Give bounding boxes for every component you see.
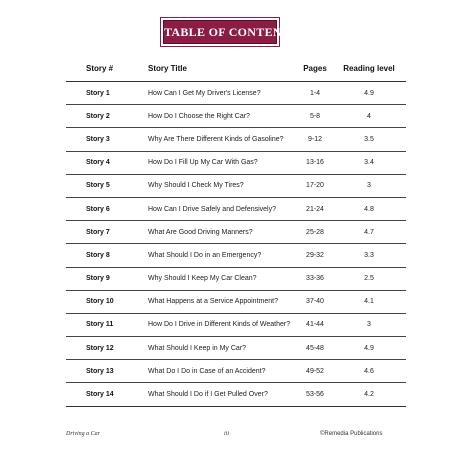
reading-level-cell: 4	[332, 105, 406, 128]
story-number-cell: Story 14	[66, 383, 148, 406]
pages-cell: 45-48	[298, 337, 332, 360]
table-row	[66, 290, 406, 313]
footer-publisher: ©Remedia Publications	[320, 431, 383, 437]
reading-level-cell: 3.4	[332, 151, 406, 174]
story-number-cell: Story 13	[66, 360, 148, 383]
story-number-cell: Story 9	[66, 267, 148, 290]
story-title-cell: What Should I Do in an Emergency?	[148, 244, 298, 267]
footer-page-number: iii	[224, 431, 230, 437]
reading-level-cell: 3	[332, 174, 406, 197]
story-title-cell: What Are Good Driving Manners?	[148, 221, 298, 244]
reading-level-cell: 4.9	[332, 337, 406, 360]
reading-level-cell: 4.2	[332, 383, 406, 406]
table-row	[66, 221, 406, 244]
story-number-cell: Story 1	[66, 82, 148, 105]
pages-cell: 53-56	[298, 383, 332, 406]
pages-cell: 25-28	[298, 221, 332, 244]
reading-level-cell: 3.5	[332, 128, 406, 151]
story-title-cell: Why Should I Keep My Car Clean?	[148, 267, 298, 290]
table-row	[66, 337, 406, 360]
pages-cell: 21-24	[298, 197, 332, 220]
pages-cell: 33-36	[298, 267, 332, 290]
story-title-cell: Why Are There Different Kinds of Gasoline?	[148, 128, 298, 151]
table-row	[66, 151, 406, 174]
story-title-cell: What Do I Do in Case of an Accident?	[148, 360, 298, 383]
header-story-title: Story Title	[148, 55, 298, 82]
table-row	[66, 360, 406, 383]
story-title-cell: How Do I Fill Up My Car With Gas?	[148, 151, 298, 174]
story-number-cell: Story 7	[66, 221, 148, 244]
reading-level-cell: 4.6	[332, 360, 406, 383]
story-number-cell: Story 8	[66, 244, 148, 267]
story-number-cell: Story 2	[66, 105, 148, 128]
header-pages: Pages	[298, 55, 332, 82]
story-number-cell: Story 6	[66, 197, 148, 220]
story-title-cell: How Do I Drive in Different Kinds of Weather?	[148, 313, 298, 336]
pages-cell: 49-52	[298, 360, 332, 383]
reading-level-cell: 3	[332, 313, 406, 336]
pages-cell: 17-20	[298, 174, 332, 197]
story-title-cell: What Should I Keep in My Car?	[148, 337, 298, 360]
story-title-cell: How Can I Drive Safely and Defensively?	[148, 197, 298, 220]
pages-cell: 41-44	[298, 313, 332, 336]
table-of-contents	[66, 55, 406, 407]
table-row	[66, 82, 406, 105]
reading-level-cell: 4.7	[332, 221, 406, 244]
table-row	[66, 197, 406, 220]
pages-cell: 37-40	[298, 290, 332, 313]
pages-cell: 13-16	[298, 151, 332, 174]
story-title-cell: What Should I Do if I Get Pulled Over?	[148, 383, 298, 406]
story-number-cell: Story 4	[66, 151, 148, 174]
table-row	[66, 267, 406, 290]
table-header-row	[66, 55, 406, 82]
table-row	[66, 244, 406, 267]
story-number-cell: Story 10	[66, 290, 148, 313]
table-row	[66, 174, 406, 197]
reading-level-cell: 4.8	[332, 197, 406, 220]
pages-cell: 9-12	[298, 128, 332, 151]
page-title: TABLE OF CONTENT	[163, 20, 277, 44]
table-row	[66, 313, 406, 336]
header-reading-level: Reading level	[332, 55, 406, 82]
reading-level-cell: 3.3	[332, 244, 406, 267]
story-title-cell: How Do I Choose the Right Car?	[148, 105, 298, 128]
table-row	[66, 128, 406, 151]
story-number-cell: Story 5	[66, 174, 148, 197]
story-title-cell: Why Should I Check My Tires?	[148, 174, 298, 197]
story-number-cell: Story 11	[66, 313, 148, 336]
story-title-cell: What Happens at a Service Appointment?	[148, 290, 298, 313]
header-story-number: Story #	[66, 55, 148, 82]
story-number-cell: Story 12	[66, 337, 148, 360]
story-number-cell: Story 3	[66, 128, 148, 151]
table-row	[66, 383, 406, 406]
footer-book-title: Driving a Car	[66, 431, 101, 437]
table-row	[66, 105, 406, 128]
reading-level-cell: 4.9	[332, 82, 406, 105]
pages-cell: 29-32	[298, 244, 332, 267]
story-title-cell: How Can I Get My Driver's License?	[148, 82, 298, 105]
pages-cell: 5-8	[298, 105, 332, 128]
pages-cell: 1-4	[298, 82, 332, 105]
reading-level-cell: 2.5	[332, 267, 406, 290]
reading-level-cell: 4.1	[332, 290, 406, 313]
